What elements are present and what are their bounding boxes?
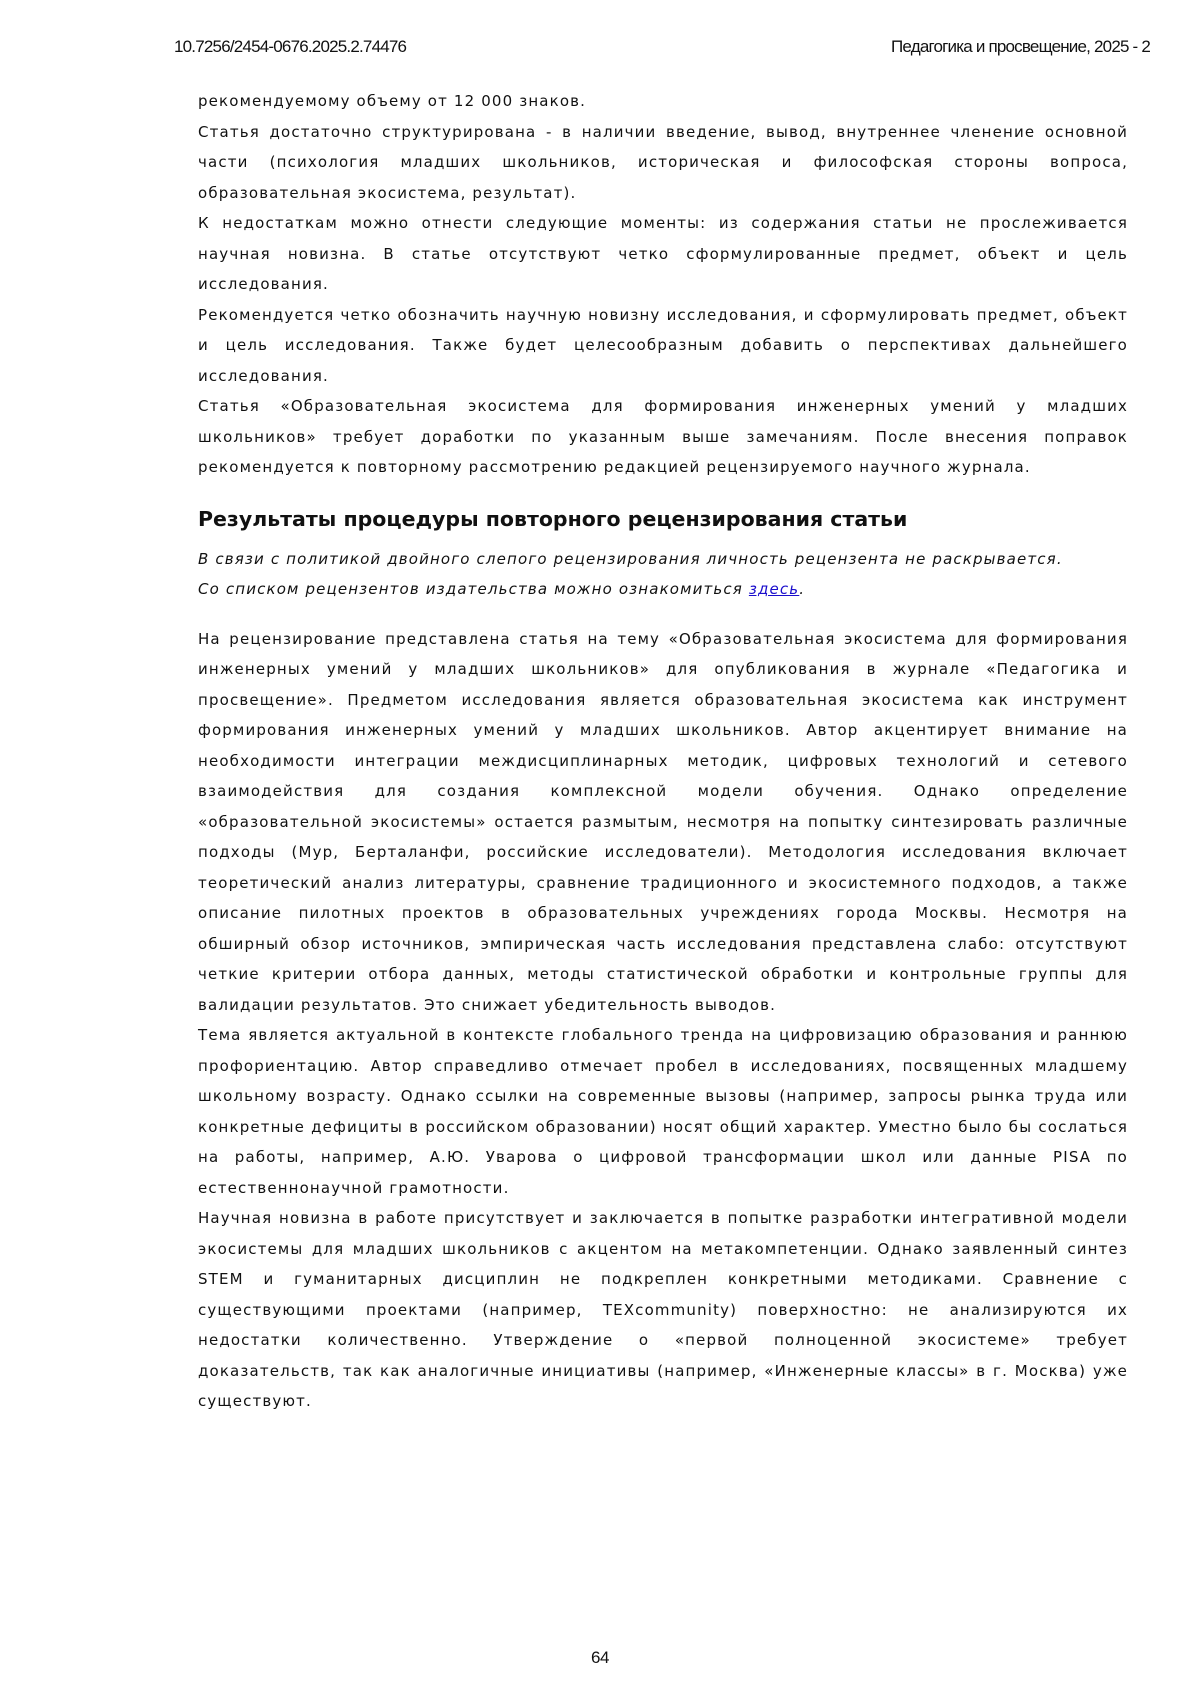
paragraph: Научная новизна в работе присутствует и заключается в попытке разработки интегративной модели экосистемы для младших школьников с акцентом на метакомпетенции. Однако заявленный синтез STEM и гуманитарных дисциплин не подкреплен конкретными методиками. Сравнение с существующими проектами (например, TEXcommunity) поверхностно: не анализируются их недостатки количественно. Утверждение о «первой полноценной экосистеме» требует доказательств, так как аналогичные инициативы (например, «Инженерные классы» в г. Москва) уже существуют.: [198, 1209, 1128, 1410]
spacer: [198, 605, 1128, 624]
review-note: [198, 544, 1128, 605]
paragraph: Статья достаточно структурирована - в наличии введение, вывод, внутреннее членение основной части (психология младших школьников, историческая и философская стороны вопроса, образовательная экосистема, результат).: [198, 122, 1128, 202]
section-heading: Результаты процедуры повторного рецензирования статьи: [198, 506, 908, 531]
anonymity-note: В связи с политикой двойного слепого рецензирования личность рецензента не раскрывается.: [198, 549, 1063, 568]
doi-header: 10.7256/2454-0676.2025.2.74476: [174, 37, 407, 56]
paragraph: Рекомендуется четко обозначить научную новизну исследования, и сформулировать предмет, объект и цель исследования. Также будет целесообразным добавить о перспективах дальнейшего исследования.: [198, 305, 1128, 385]
reviewers-list-link[interactable]: здесь: [748, 580, 800, 598]
paragraph: К недостаткам можно отнести следующие моменты: из содержания статьи не прослеживается научная новизна. В статье отсутствуют четко сформулированные предмет, объект и цель исследования.: [198, 214, 1128, 293]
journal-header: Педагогика и просвещение, 2025 - 2: [891, 37, 1150, 56]
paragraph: Статья «Образовательная экосистема для формирования инженерных умений у младших школьников» требует доработки по указанным выше замечаниям. После внесения поправок рекомендуется к повторному рассмотрению редакцией рецензируемого научного журнала.: [198, 397, 1128, 476]
page-body: [198, 86, 1128, 1417]
note-text: Со списком рецензентов издательства можно ознакомиться: [198, 580, 749, 598]
paragraph: На рецензирование представлена статья на тему «Образовательная экосистема для формирования инженерных умений у младших школьников» для опубликования в журнале «Педагогика и просвещение». Предметом исследования является образовательная экосистема как инструмент формирования инженерных умений у младших школьников. Автор акцентирует внимание на необходимости интеграции междисциплинарных методик, цифровых технологий и сетевого взаимодействия для создания комплексной модели обучения. Однако определение «образовательной экосистемы» остается размытым, несмотря на попытку синтезировать различные подходы (Мур, Берталанфи, российские исследователи). Методология исследования включает теоретический анализ литературы, сравнение традиционного и экосистемного подходов, а также описание пилотных проектов в образовательных учреждениях города Москвы. Несмотря на обширный обзор источников, эмпирическая часть исследования представлена слабо: отсутствуют четкие критерии отбора данных, методы статистической обработки и контрольные группы для валидации результатов. Это снижает убедительность выводов.: [198, 629, 1128, 1014]
paragraph: рекомендуемому объему от 12 000 знаков.: [198, 92, 587, 110]
note-suffix: .: [799, 580, 806, 598]
page-number: 64: [591, 1648, 609, 1667]
paragraph: Тема является актуальной в контексте глобального тренда на цифровизацию образования и раннюю профориентацию. Автор справедливо отмечает пробел в исследованиях, посвященных младшему школьному возрасту. Однако ссылки на современные вызовы (например, запросы рынка труда или конкретные дефициты в российском образовании) носят общий характер. Уместно было бы сослаться на работы, например, А.Ю. Уварова о цифровой трансформации школ или данные PISA по естественнонаучной грамотности.: [198, 1026, 1128, 1197]
reviewers-list-note: [198, 574, 1128, 605]
